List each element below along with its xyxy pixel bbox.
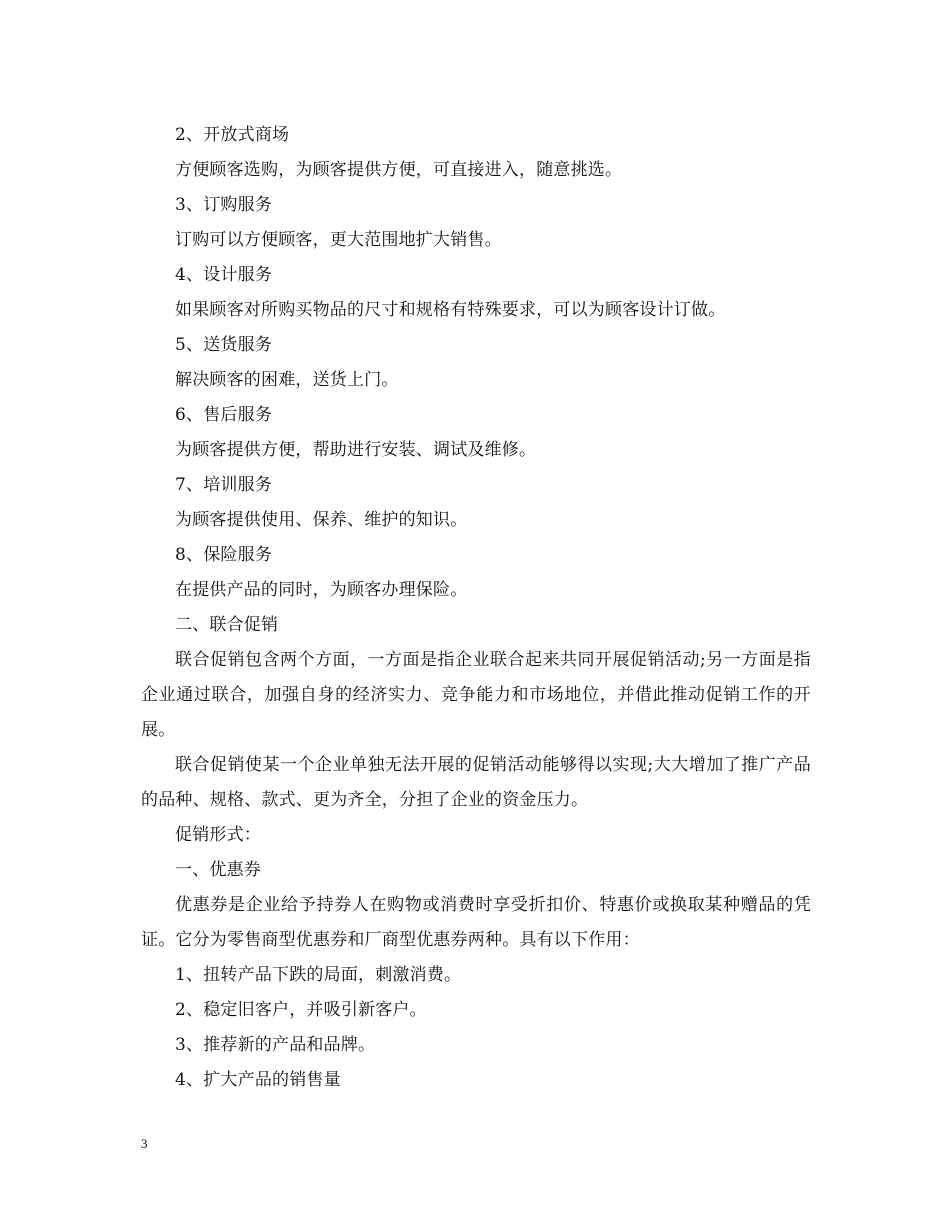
- paragraph: 促销形式：: [175, 825, 261, 845]
- paragraph: 联合促销使某一个企业单独无法开展的促销活动能够得以实现;大大增加了推广产品的品种、规格、款式、更为齐全，分担了企业的资金压力。: [141, 755, 811, 810]
- paragraph: 订购可以方便顾客，更大范围地扩大销售。: [175, 230, 502, 250]
- list-item: 4、扩大产品的销售量: [175, 1070, 341, 1090]
- paragraph: 8、保险服务: [175, 545, 273, 565]
- paragraph: 方便顾客选购，为顾客提供方便，可直接进入，随意挑选。: [175, 160, 623, 180]
- page-number: 3: [141, 1136, 148, 1151]
- paragraph: 为顾客提供使用、保养、维护的知识。: [175, 510, 468, 530]
- paragraph: 在提供产品的同时，为顾客办理保险。: [175, 580, 468, 600]
- paragraph: 3、订购服务: [175, 195, 273, 215]
- paragraph: 2、开放式商场: [175, 125, 290, 145]
- paragraph: 联合促销包含两个方面，一方面是指企业联合起来共同开展促销活动;另一方面是指企业通过联合，加强自身的经济实力、竞争能力和市场地位，并借此推动促销工作的开展。: [141, 650, 811, 740]
- paragraph: 如果顾客对所购买物品的尺寸和规格有特殊要求，可以为顾客设计订做。: [175, 300, 726, 320]
- paragraph: 优惠券是企业给予持券人在购物或消费时享受折扣价、特惠价或换取某种赠品的凭证。它分为零售商型优惠券和厂商型优惠券两种。具有以下作用：: [141, 895, 811, 950]
- paragraph: 7、培训服务: [175, 475, 273, 495]
- section-heading: 一、优惠券: [175, 860, 261, 880]
- document-body: [141, 118, 811, 1098]
- paragraph: 解决顾客的困难，送货上门。: [175, 370, 399, 390]
- paragraph: 6、售后服务: [175, 405, 273, 425]
- list-item: 2、稳定旧客户，并吸引新客户。: [175, 1000, 427, 1020]
- list-item: 1、扭转产品下跌的局面，刺激消费。: [175, 965, 462, 985]
- paragraph: 5、送货服务: [175, 335, 273, 355]
- list-item: 3、推荐新的产品和品牌。: [175, 1035, 376, 1055]
- paragraph: 为顾客提供方便，帮助进行安装、调试及维修。: [175, 440, 537, 460]
- section-heading: 二、联合促销: [175, 615, 279, 635]
- paragraph: 4、设计服务: [175, 265, 273, 285]
